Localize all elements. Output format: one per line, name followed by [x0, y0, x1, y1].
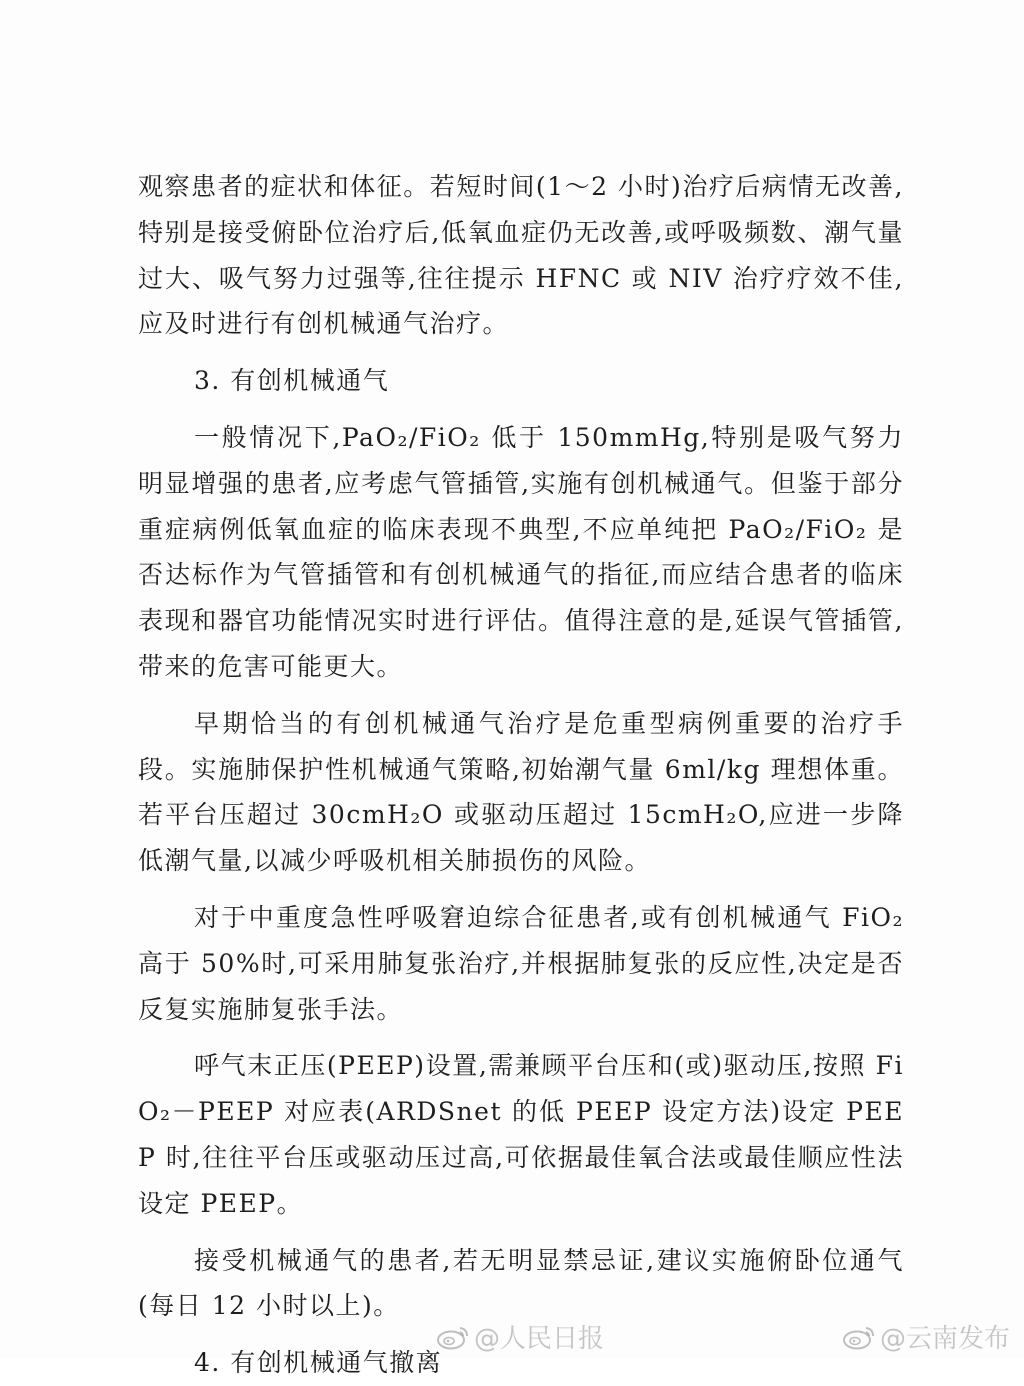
weibo-icon	[842, 1324, 876, 1350]
section-heading-4: 4. 有创机械通气撤离	[194, 1348, 443, 1378]
paragraph-peep-setting: 呼气末正压(PEEP)设置,需兼顾平台压和(或)驱动压,按照 FiO₂－PEEP 对应表(ARDSnet 的低 PEEP 设定方法)设定 PEEP 时,往往平台压或驱动压过高,可依据最佳氧合法或最佳顺应性法设定 PEEP。	[138, 1051, 904, 1218]
watermark-bar	[0, 1318, 1024, 1354]
watermark-text-right: @云南发布	[880, 1324, 1011, 1354]
section-heading-3: 3. 有创机械通气	[194, 366, 390, 396]
paragraph-continuation: 观察患者的症状和体征。若短时间(1～2 小时)治疗后病情无改善,特别是接受俯卧位治疗后,低氧血症仍无改善,或呼吸频数、潮气量过大、吸气努力过强等,往往提示 HFNC 或 NIV 治疗疗效不佳,应及时进行有创机械通气治疗。	[138, 172, 904, 339]
paragraph-lung-recruitment: 对于中重度急性呼吸窘迫综合征患者,或有创机械通气 FiO₂ 高于 50%时,可采用肺复张治疗,并根据肺复张的反应性,决定是否反复实施肺复张手法。	[138, 902, 904, 1024]
document-body	[138, 164, 904, 1386]
paragraph-intubation-criteria: 一般情况下,PaO₂/FiO₂ 低于 150mmHg,特别是吸气努力明显增强的患者,应考虑气管插管,实施有创机械通气。但鉴于部分重症病例低氧血症的临床表现不典型,不应单纯把 PaO₂/FiO₂ 是否达标作为气管插管和有创机械通气的指征,而应结合患者的临床表现和器官功能情况实时进行评估。值得注意的是,延误气管插管,带来的危害可能更大。	[138, 422, 904, 681]
paragraph-prone-ventilation: 接受机械通气的患者,若无明显禁忌证,建议实施俯卧位通气(每日 12 小时以上)。	[138, 1245, 904, 1321]
watermark-renmin-ribao	[436, 1318, 604, 1355]
weibo-icon	[436, 1324, 470, 1350]
watermark-yunnan-fabu	[842, 1318, 1010, 1355]
watermark-text-left: @人民日报	[474, 1324, 605, 1354]
paragraph-lung-protective-ventilation: 早期恰当的有创机械通气治疗是危重型病例重要的治疗手段。实施肺保护性机械通气策略,初始潮气量 6ml/kg 理想体重。若平台压超过 30cmH₂O 或驱动压超过 15cmH₂O,应进一步降低潮气量,以减少呼吸机相关肺损伤的风险。	[138, 708, 904, 876]
